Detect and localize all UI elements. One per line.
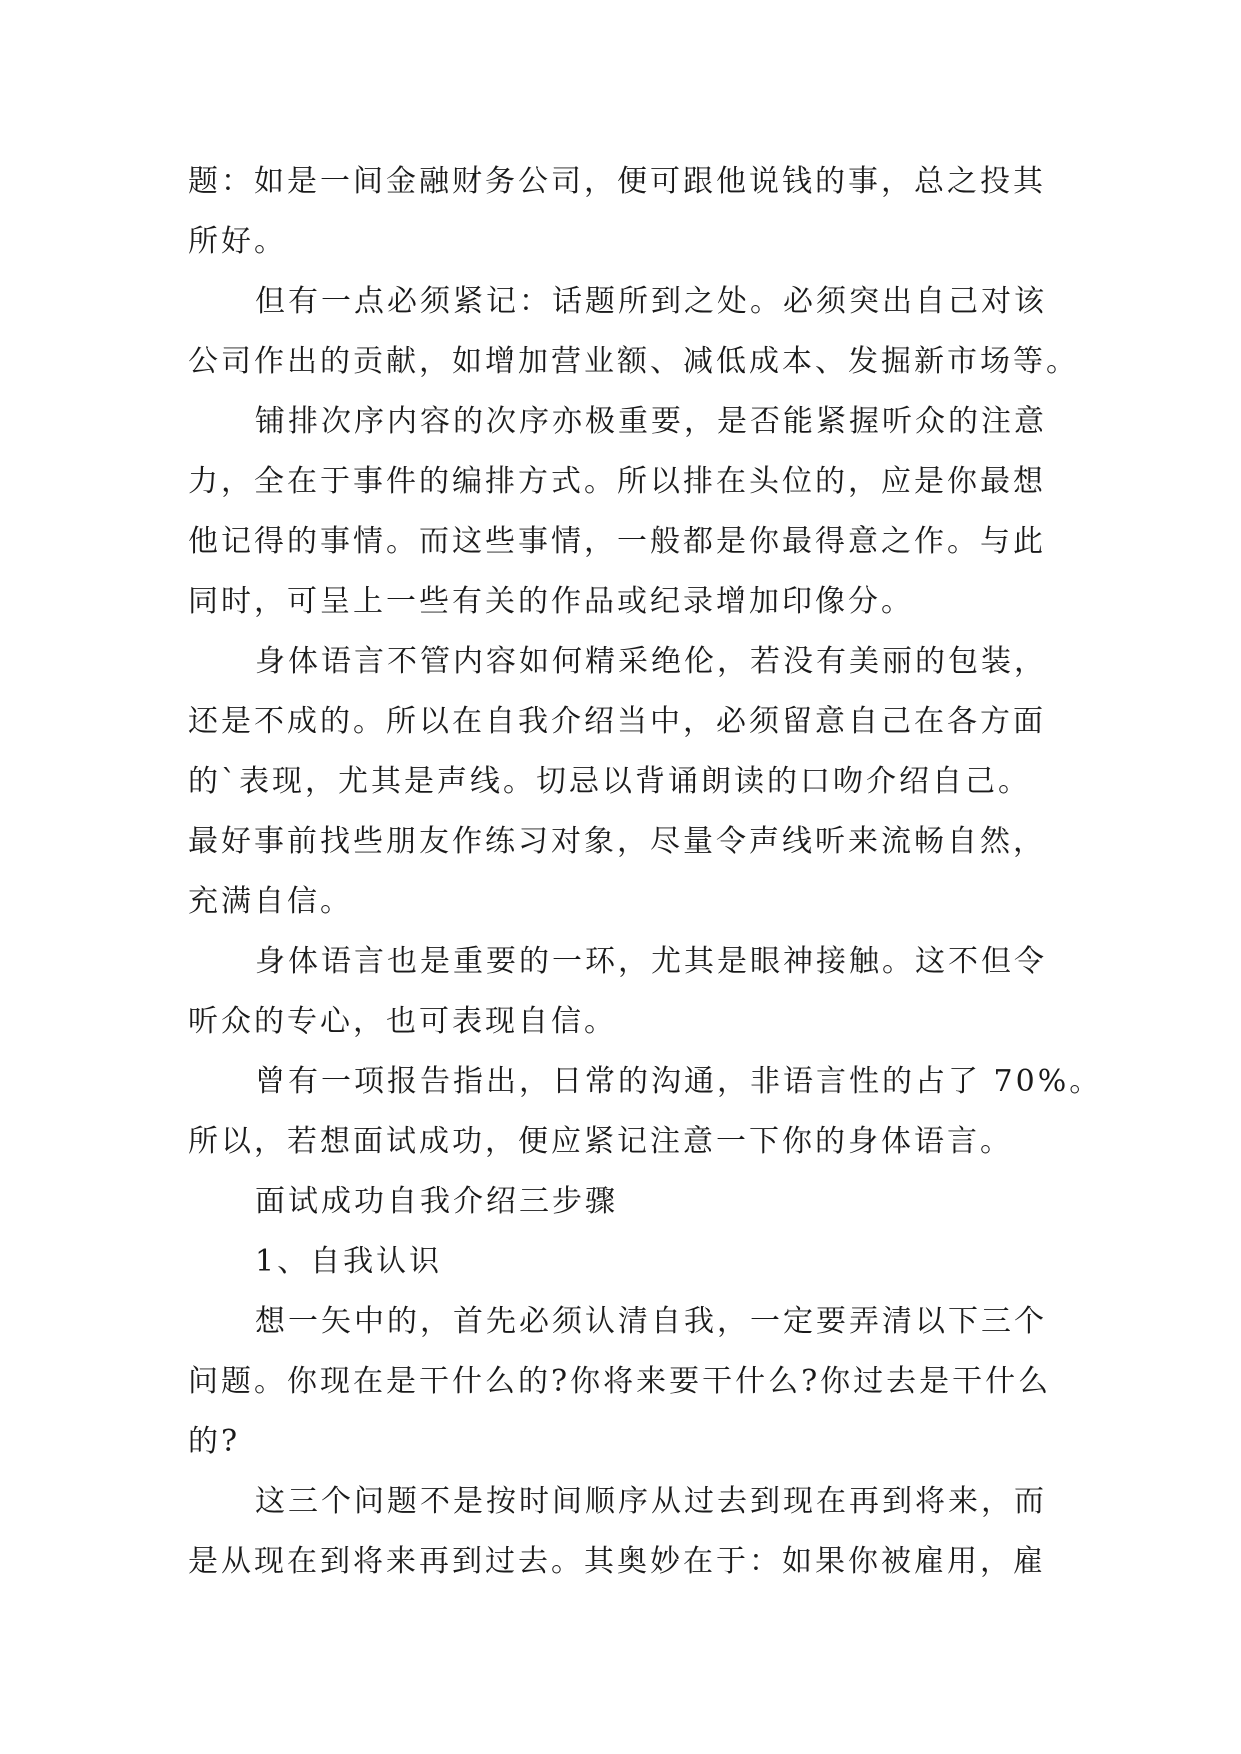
- text-line: 曾有一项报告指出，日常的沟通，非语言性的占了 70%。: [255, 1064, 1103, 1099]
- text-line: 所好。: [188, 224, 287, 259]
- text-line: 力，全在于事件的编排方式。所以排在头位的，应是你最想: [188, 464, 1046, 499]
- text-line: 最好事前找些朋友作练习对象，尽量令声线听来流畅自然，: [188, 824, 1046, 859]
- text-line: 他记得的事情。而这些事情，一般都是你最得意之作。与此: [188, 524, 1046, 559]
- text-line: 题：如是一间金融财务公司，便可跟他说钱的事，总之投其: [188, 164, 1046, 199]
- text-line: 是从现在到将来再到过去。其奥妙在于：如果你被雇用，雇: [188, 1544, 1046, 1579]
- text-line: 充满自信。: [188, 884, 353, 919]
- text-line: 铺排次序内容的次序亦极重要，是否能紧握听众的注意: [255, 404, 1047, 439]
- text-line: 同时，可呈上一些有关的作品或纪录增加印像分。: [188, 584, 914, 619]
- text-line: 的`表现，尤其是声线。切忌以背诵朗读的口吻介绍自己。: [188, 764, 1031, 799]
- text-line: 但有一点必须紧记：话题所到之处。必须突出自己对该: [255, 284, 1047, 319]
- text-line: 还是不成的。所以在自我介绍当中，必须留意自己在各方面: [188, 704, 1046, 739]
- text-line: 身体语言不管内容如何精采绝伦，若没有美丽的包装，: [255, 644, 1047, 679]
- body-text: [188, 152, 1103, 1592]
- text-line: 听众的专心，也可表现自信。: [188, 1004, 617, 1039]
- text-line: 问题。你现在是干什么的?你将来要干什么?你过去是干什么: [188, 1364, 1052, 1399]
- text-line: 公司作出的贡献，如增加营业额、减低成本、发掘新市场等。: [188, 344, 1079, 379]
- text-line: 想一矢中的，首先必须认清自我，一定要弄清以下三个: [255, 1304, 1047, 1339]
- text-line: 所以，若想面试成功，便应紧记注意一下你的身体语言。: [188, 1124, 1013, 1159]
- section-heading: 面试成功自我介绍三步骤: [255, 1184, 618, 1219]
- text-line: 这三个问题不是按时间顺序从过去到现在再到将来，而: [255, 1484, 1047, 1519]
- text-line: 身体语言也是重要的一环，尤其是眼神接触。这不但令: [255, 944, 1047, 979]
- subsection-heading: 1、自我认识: [255, 1244, 443, 1279]
- text-line: 的?: [188, 1424, 241, 1459]
